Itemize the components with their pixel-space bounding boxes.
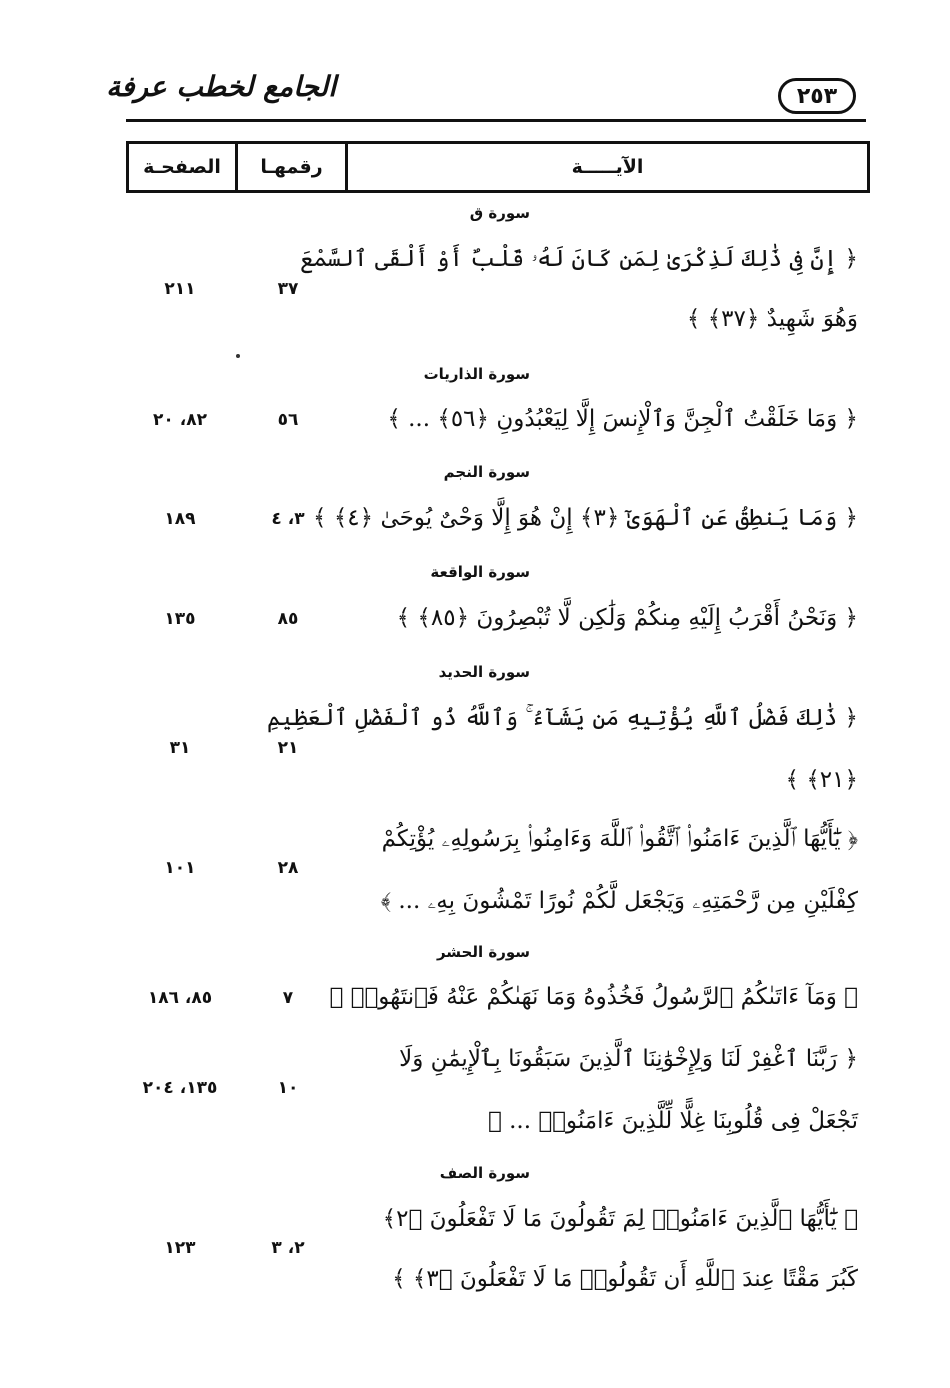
verse-line: ﴿ رَبَّنَا ٱغْفِرْ لَنَا وَلِإِخْوَٰنِنَا ٱلَّذِينَ سَبَقُونَا بِٱلْإِيمَٰنِ وَلَا: [399, 1046, 858, 1072]
surah-heading: سورة الحشر: [436, 943, 530, 961]
surah-heading: سورة النجم: [443, 463, 530, 481]
verse-line: ﴿ وَمَآ ءَاتَىٰكُمُ ٱلرَّسُولُ فَخُذُوهُ وَمَا نَهَىٰكُمْ عَنْهُ فَٱنتَهُوا۟ ﴾: [329, 984, 858, 1010]
page-reference: ١٠١: [164, 858, 196, 878]
verse-line: ﴿ وَنَحْنُ أَقْرَبُ إِلَيْهِ مِنكُمْ وَلَٰكِن لَّا تُبْصِرُونَ ﴿٨٥﴾ ﴾: [396, 605, 858, 631]
page-reference: ٣١: [169, 738, 191, 758]
header-rule: [126, 119, 866, 122]
verse-number: ٢١: [277, 738, 299, 758]
verse-line: ﴿ يَٰٓأَيُّهَا ٱلَّذِينَ ءَامَنُوا۟ لِمَ تَقُولُونَ مَا لَا تَفْعَلُونَ ﴿٢﴾: [382, 1206, 858, 1232]
page-reference: ٢١١: [164, 279, 196, 299]
verse-line: تَجْعَلْ فِى قُلُوبِنَا غِلًّا لِّلَّذِينَ ءَامَنُوا۟ ... ﴾: [488, 1108, 858, 1134]
verse-line: كَبُرَ مَقْتًا عِندَ ٱللَّهِ أَن تَقُولُوا۟ مَا لَا تَفْعَلُونَ ﴿٣﴾ ﴾: [392, 1266, 858, 1292]
verse-number: ٢٨: [277, 858, 299, 878]
surah-heading: سورة الذاريات: [423, 365, 530, 383]
verse-line: ﴿ إِنَّ فِى ذَٰلِكَ لَذِكْرَىٰ لِمَن كَانَ لَهُۥ قَلْبٌ أَوْ أَلْقَى ٱلسَّمْعَ: [300, 246, 858, 272]
verse-line: ﴿٢١﴾ ﴾: [785, 767, 858, 793]
page-reference: ١٢٣: [164, 1238, 196, 1258]
verse-number: ٣٧: [277, 279, 299, 299]
verse-number: ٢، ٣: [271, 1238, 305, 1258]
page-reference: ١٨٩: [164, 509, 196, 529]
verse-number: ١٠: [277, 1078, 299, 1098]
page-reference: ١٣٥، ٢٠٤: [142, 1078, 218, 1098]
verse-line: كِفْلَيْنِ مِن رَّحْمَتِهِۦ وَيَجْعَل لَّكُمْ نُورًا تَمْشُونَ بِهِۦ ... ﴾: [380, 888, 858, 914]
verse-number: ٣، ٤: [271, 509, 305, 529]
verse-line: ﴿ وَمَا يَنطِقُ عَنِ ٱلْهَوَىٰٓ ﴿٣﴾ إِنْ هُوَ إِلَّا وَحْىٌ يُوحَىٰ ﴿٤﴾ ﴾: [313, 505, 858, 531]
verse-line: ﴿ ذَٰلِكَ فَضْلُ ٱللَّهِ يُؤْتِيهِ مَن يَشَآءُ ۚ وَٱللَّهُ ذُو ٱلْفَضْلِ ٱلْعَظِيمِ: [267, 705, 858, 731]
index-table-header: [126, 141, 870, 193]
page-reference: ٨٥، ١٨٦: [147, 988, 213, 1008]
surah-heading: سورة الحديد: [438, 663, 530, 681]
page-reference: ٨٢، ٢٠: [153, 410, 207, 430]
page-number: ٢٥٣: [778, 78, 856, 114]
verse-number: ٨٥: [277, 609, 299, 629]
verse-line: ﴿ يَٰٓأَيُّهَا ٱلَّذِينَ ءَامَنُوا۟ ٱتَّقُوا۟ ٱللَّهَ وَءَامِنُوا۟ بِرَسُولِهِۦ يُؤْتِكُمْ: [381, 826, 858, 852]
surah-heading: سورة الواقعة: [430, 563, 530, 581]
verse-line: ﴿ وَمَا خَلَقْتُ ٱلْجِنَّ وَٱلْإِنسَ إِلَّا لِيَعْبُدُونِ ﴿٥٦﴾ ... ﴾: [387, 406, 858, 432]
page-header: [106, 62, 866, 118]
ink-dot: [236, 354, 240, 358]
column-header-ayah: الآيـــــة: [571, 156, 644, 178]
book-title: الجامع لخطب عرفة: [106, 70, 336, 103]
page-reference: ١٣٥: [164, 609, 196, 629]
column-header-number: رقمهـا: [238, 144, 348, 190]
verse-number: ٥٦: [277, 410, 299, 430]
column-header-page: الصفحـة: [129, 144, 238, 190]
verse-number: ٧: [282, 988, 294, 1008]
surah-heading: سورة ق: [469, 204, 530, 222]
verse-line: وَهُوَ شَهِيدٌ ﴿٣٧﴾ ﴾: [686, 306, 858, 332]
surah-heading: سورة الصف: [439, 1164, 530, 1182]
